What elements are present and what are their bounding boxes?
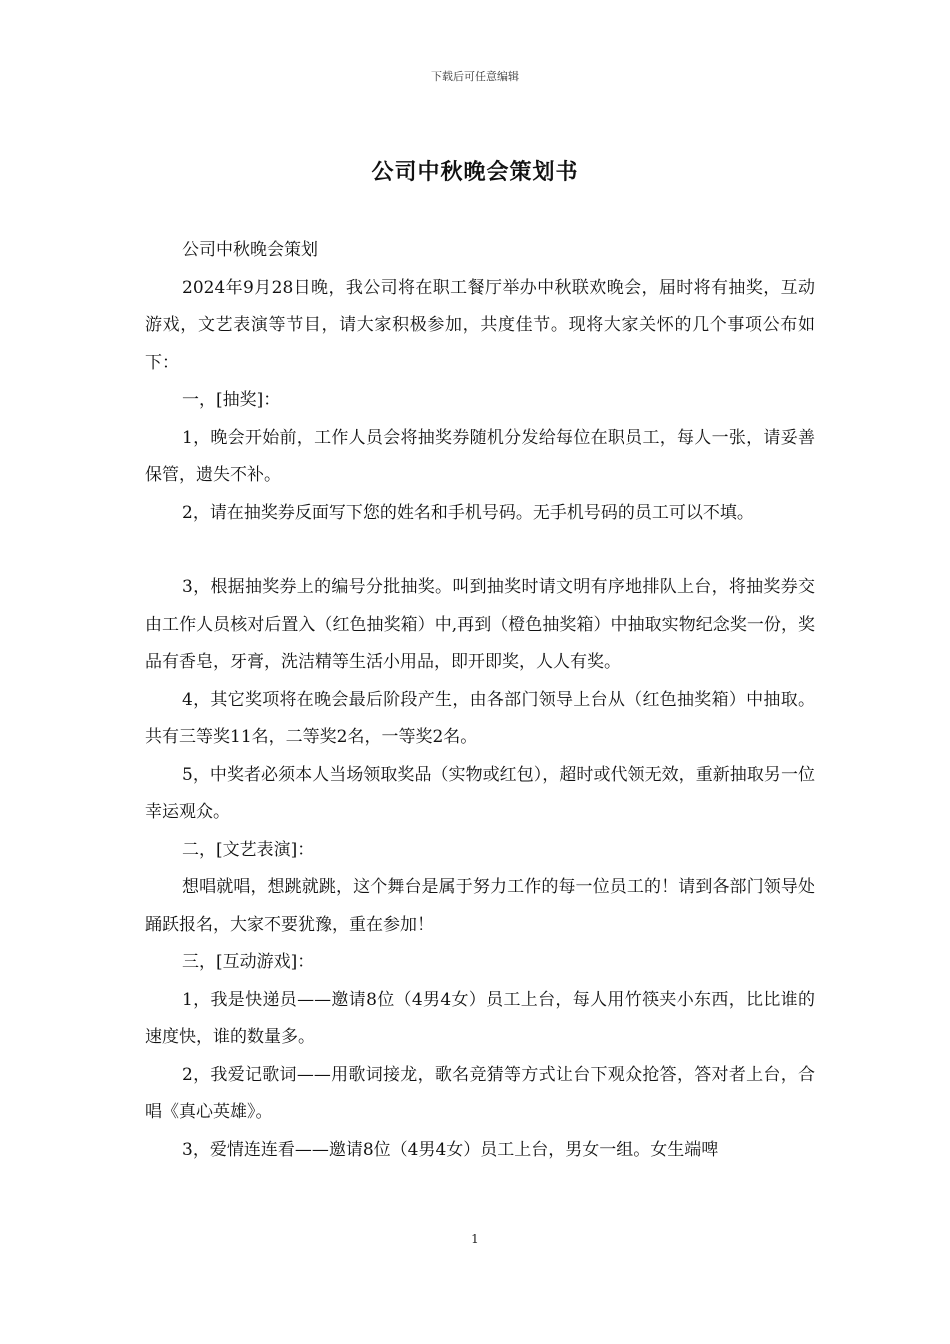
- lottery-item-3: 3，根据抽奖券上的编号分批抽奖。叫到抽奖时请文明有序地排队上台，将抽奖券交由工作人员核对后置入（红色抽奖箱）中,再到（橙色抽奖箱）中抽取实物纪念奖一份，奖品有香皂，牙膏，洗洁精等生活小用品，即开即奖，人人有奖。: [145, 577, 815, 672]
- lottery-item-5: 5，中奖者必须本人当场领取奖品（实物或红包），超时或代领无效，重新抽取另一位幸运观众。: [145, 764, 815, 822]
- performance-text: 想唱就唱，想跳就跳，这个舞台是属于努力工作的每一位员工的！请到各部门领导处踊跃报名，大家不要犹豫，重在参加！: [145, 877, 815, 935]
- document-body: [145, 232, 815, 1169]
- page-number: 1: [471, 1232, 479, 1246]
- section-heading-games: 三，[互动游戏]：: [182, 952, 315, 972]
- game-item-3: 3，爱情连连看——邀请8位（4男4女）员工上台，男女一组。女生端啤: [182, 1139, 719, 1160]
- game-item-2: 2，我爱记歌词——用歌词接龙，歌名竞猜等方式让台下观众抢答，答对者上台，合唱《真心英雄》。: [145, 1064, 815, 1122]
- header-note: 下载后可任意编辑: [431, 70, 519, 83]
- lottery-item-4: 4，其它奖项将在晚会最后阶段产生，由各部门领导上台从（红色抽奖箱）中抽取。共有三等奖11名，二等奖2名，一等奖2名。: [145, 689, 815, 747]
- paragraph-subtitle: 公司中秋晚会策划: [182, 240, 318, 260]
- lottery-item-1: 1，晚会开始前，工作人员会将抽奖券随机分发给每位在职员工，每人一张，请妥善保管，遗失不补。: [145, 427, 815, 485]
- paragraph-intro: 2024年9月28日晚，我公司将在职工餐厅举办中秋联欢晚会，届时将有抽奖，互动游戏，文艺表演等节目，请大家积极参加，共度佳节。现将大家关怀的几个事项公布如下：: [145, 277, 815, 373]
- document-title: 公司中秋晚会策划书: [371, 159, 579, 185]
- section-heading-performance: 二，[文艺表演]：: [182, 839, 315, 860]
- lottery-item-2: 2，请在抽奖券反面写下您的姓名和手机号码。无手机号码的员工可以不填。: [182, 502, 754, 523]
- game-item-1: 1，我是快递员——邀请8位（4男4女）员工上台，每人用竹筷夹小东西，比比谁的速度快，谁的数量多。: [145, 989, 815, 1047]
- section-heading-lottery: 一，[抽奖]：: [182, 390, 281, 410]
